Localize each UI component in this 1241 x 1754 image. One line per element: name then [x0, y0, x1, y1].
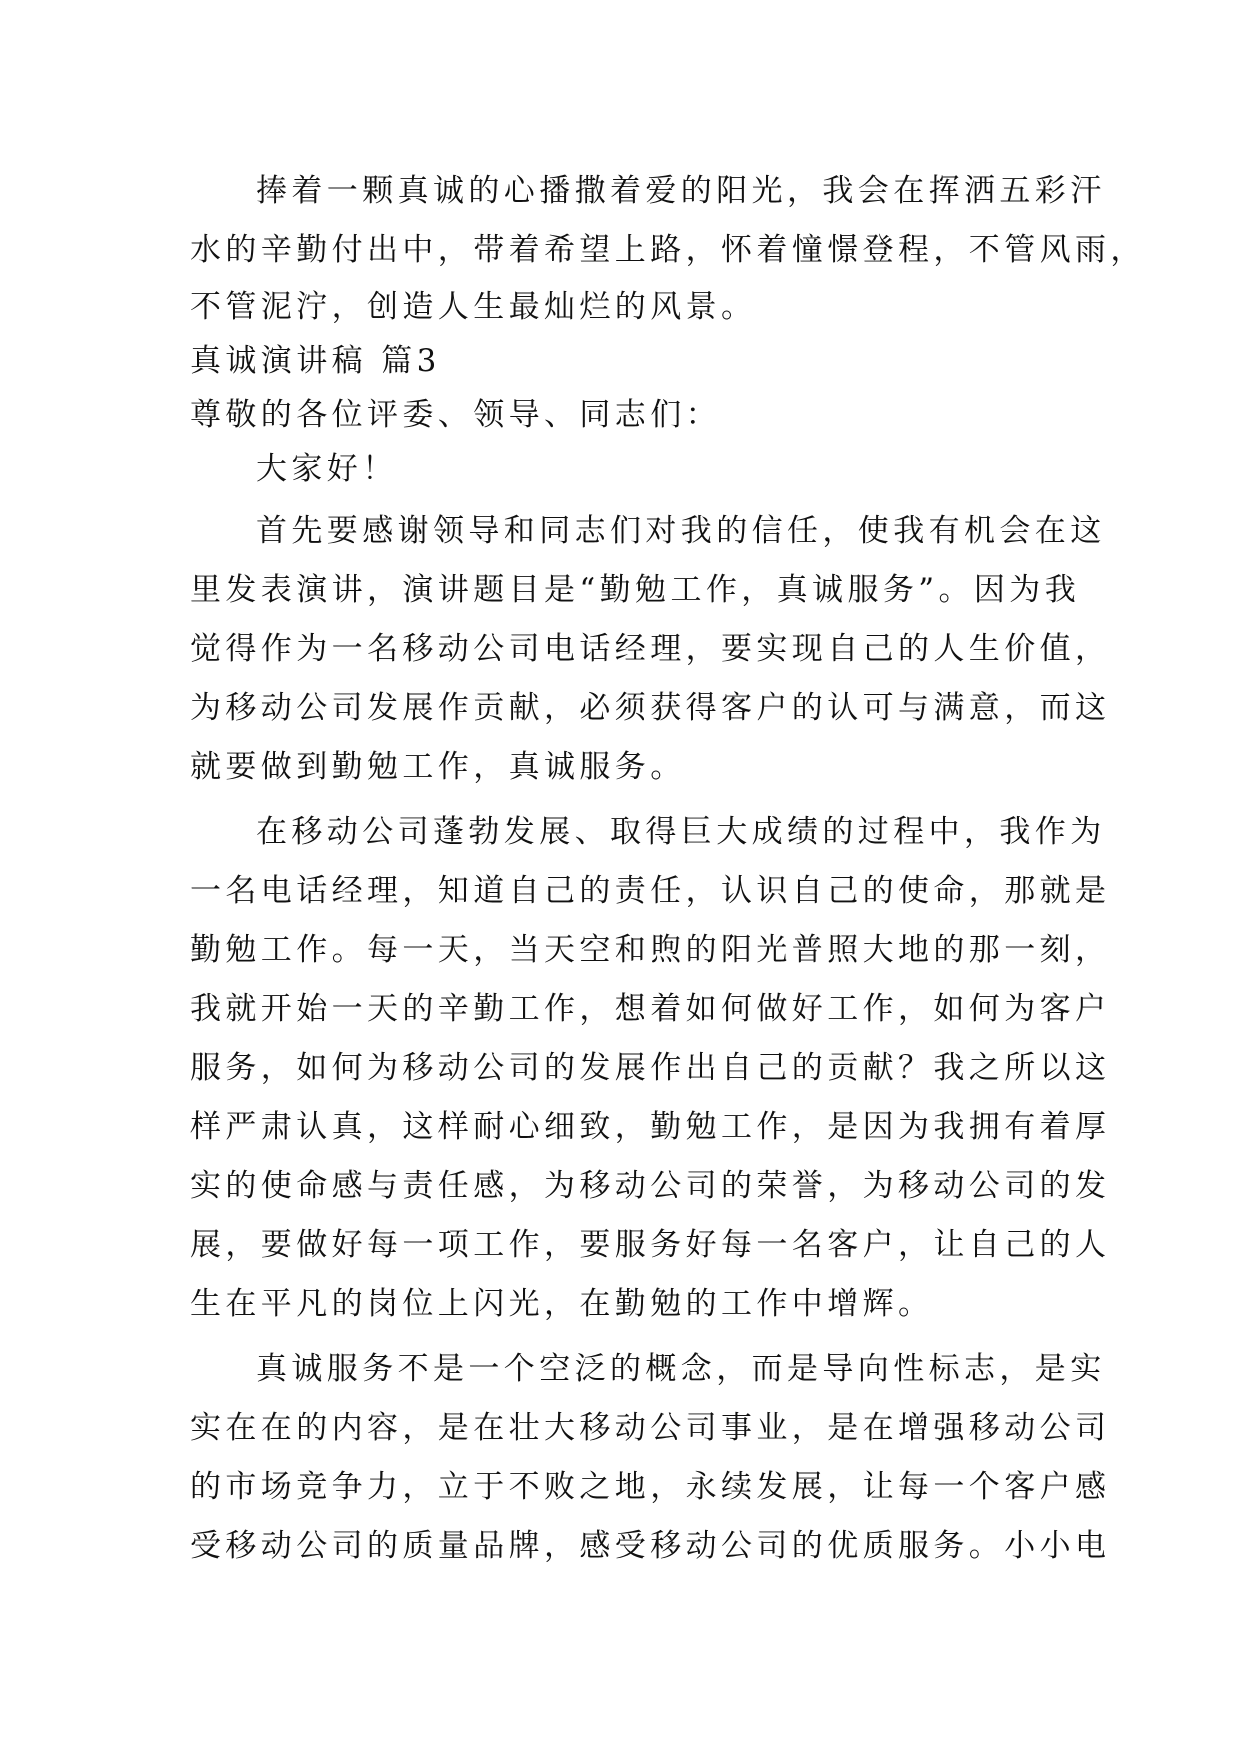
salutation: 尊敬的各位评委、领导、同志们： [190, 397, 721, 433]
paragraph-line: 水的辛勤付出中，带着希望上路，怀着憧憬登程，不管风雨， [190, 232, 1146, 268]
paragraph-line: 不管泥泞，创造人生最灿烂的风景。 [190, 289, 757, 325]
paragraph-line: 实在在的内容，是在壮大移动公司事业，是在增强移动公司 [190, 1410, 1111, 1446]
greeting: 大家好！ [256, 451, 398, 487]
paragraph-line: 一名电话经理，知道自己的责任，认识自己的使命，那就是 [190, 873, 1111, 909]
paragraph-line: 生在平凡的岗位上闪光，在勤勉的工作中增辉。 [190, 1286, 934, 1322]
paragraph-line: 在移动公司蓬勃发展、取得巨大成绩的过程中，我作为 [256, 814, 1106, 850]
paragraph-line: 为移动公司发展作贡献，必须获得客户的认可与满意，而这 [190, 690, 1111, 726]
paragraph-line: 真诚服务不是一个空泛的概念，而是导向性标志，是实 [256, 1351, 1106, 1387]
paragraph-line: 受移动公司的质量品牌，感受移动公司的优质服务。小小电 [190, 1528, 1111, 1564]
paragraph-line: 的市场竞争力，立于不败之地，永续发展，让每一个客户感 [190, 1469, 1111, 1505]
paragraph-line: 展，要做好每一项工作，要服务好每一名客户，让自己的人 [190, 1227, 1111, 1263]
paragraph-line: 里发表演讲，演讲题目是“勤勉工作，真诚服务”。因为我 [190, 572, 1081, 608]
section-heading: 真诚演讲稿 篇3 [190, 343, 441, 379]
paragraph-line: 就要做到勤勉工作，真诚服务。 [190, 749, 686, 785]
document-body [190, 162, 1146, 1576]
paragraph-line: 实的使命感与责任感，为移动公司的荣誉，为移动公司的发 [190, 1168, 1111, 1204]
paragraph-line: 我就开始一天的辛勤工作，想着如何做好工作，如何为客户 [190, 991, 1111, 1027]
paragraph-line: 服务，如何为移动公司的发展作出自己的贡献？我之所以这 [190, 1050, 1111, 1086]
paragraph-line: 首先要感谢领导和同志们对我的信任，使我有机会在这 [256, 513, 1106, 549]
paragraph-line: 样严肃认真，这样耐心细致，勤勉工作，是因为我拥有着厚 [190, 1109, 1111, 1145]
paragraph-line: 勤勉工作。每一天，当天空和煦的阳光普照大地的那一刻， [190, 932, 1111, 968]
paragraph-line: 觉得作为一名移动公司电话经理，要实现自己的人生价值， [190, 631, 1111, 667]
paragraph-line: 捧着一颗真诚的心播撒着爱的阳光，我会在挥洒五彩汗 [256, 173, 1106, 209]
